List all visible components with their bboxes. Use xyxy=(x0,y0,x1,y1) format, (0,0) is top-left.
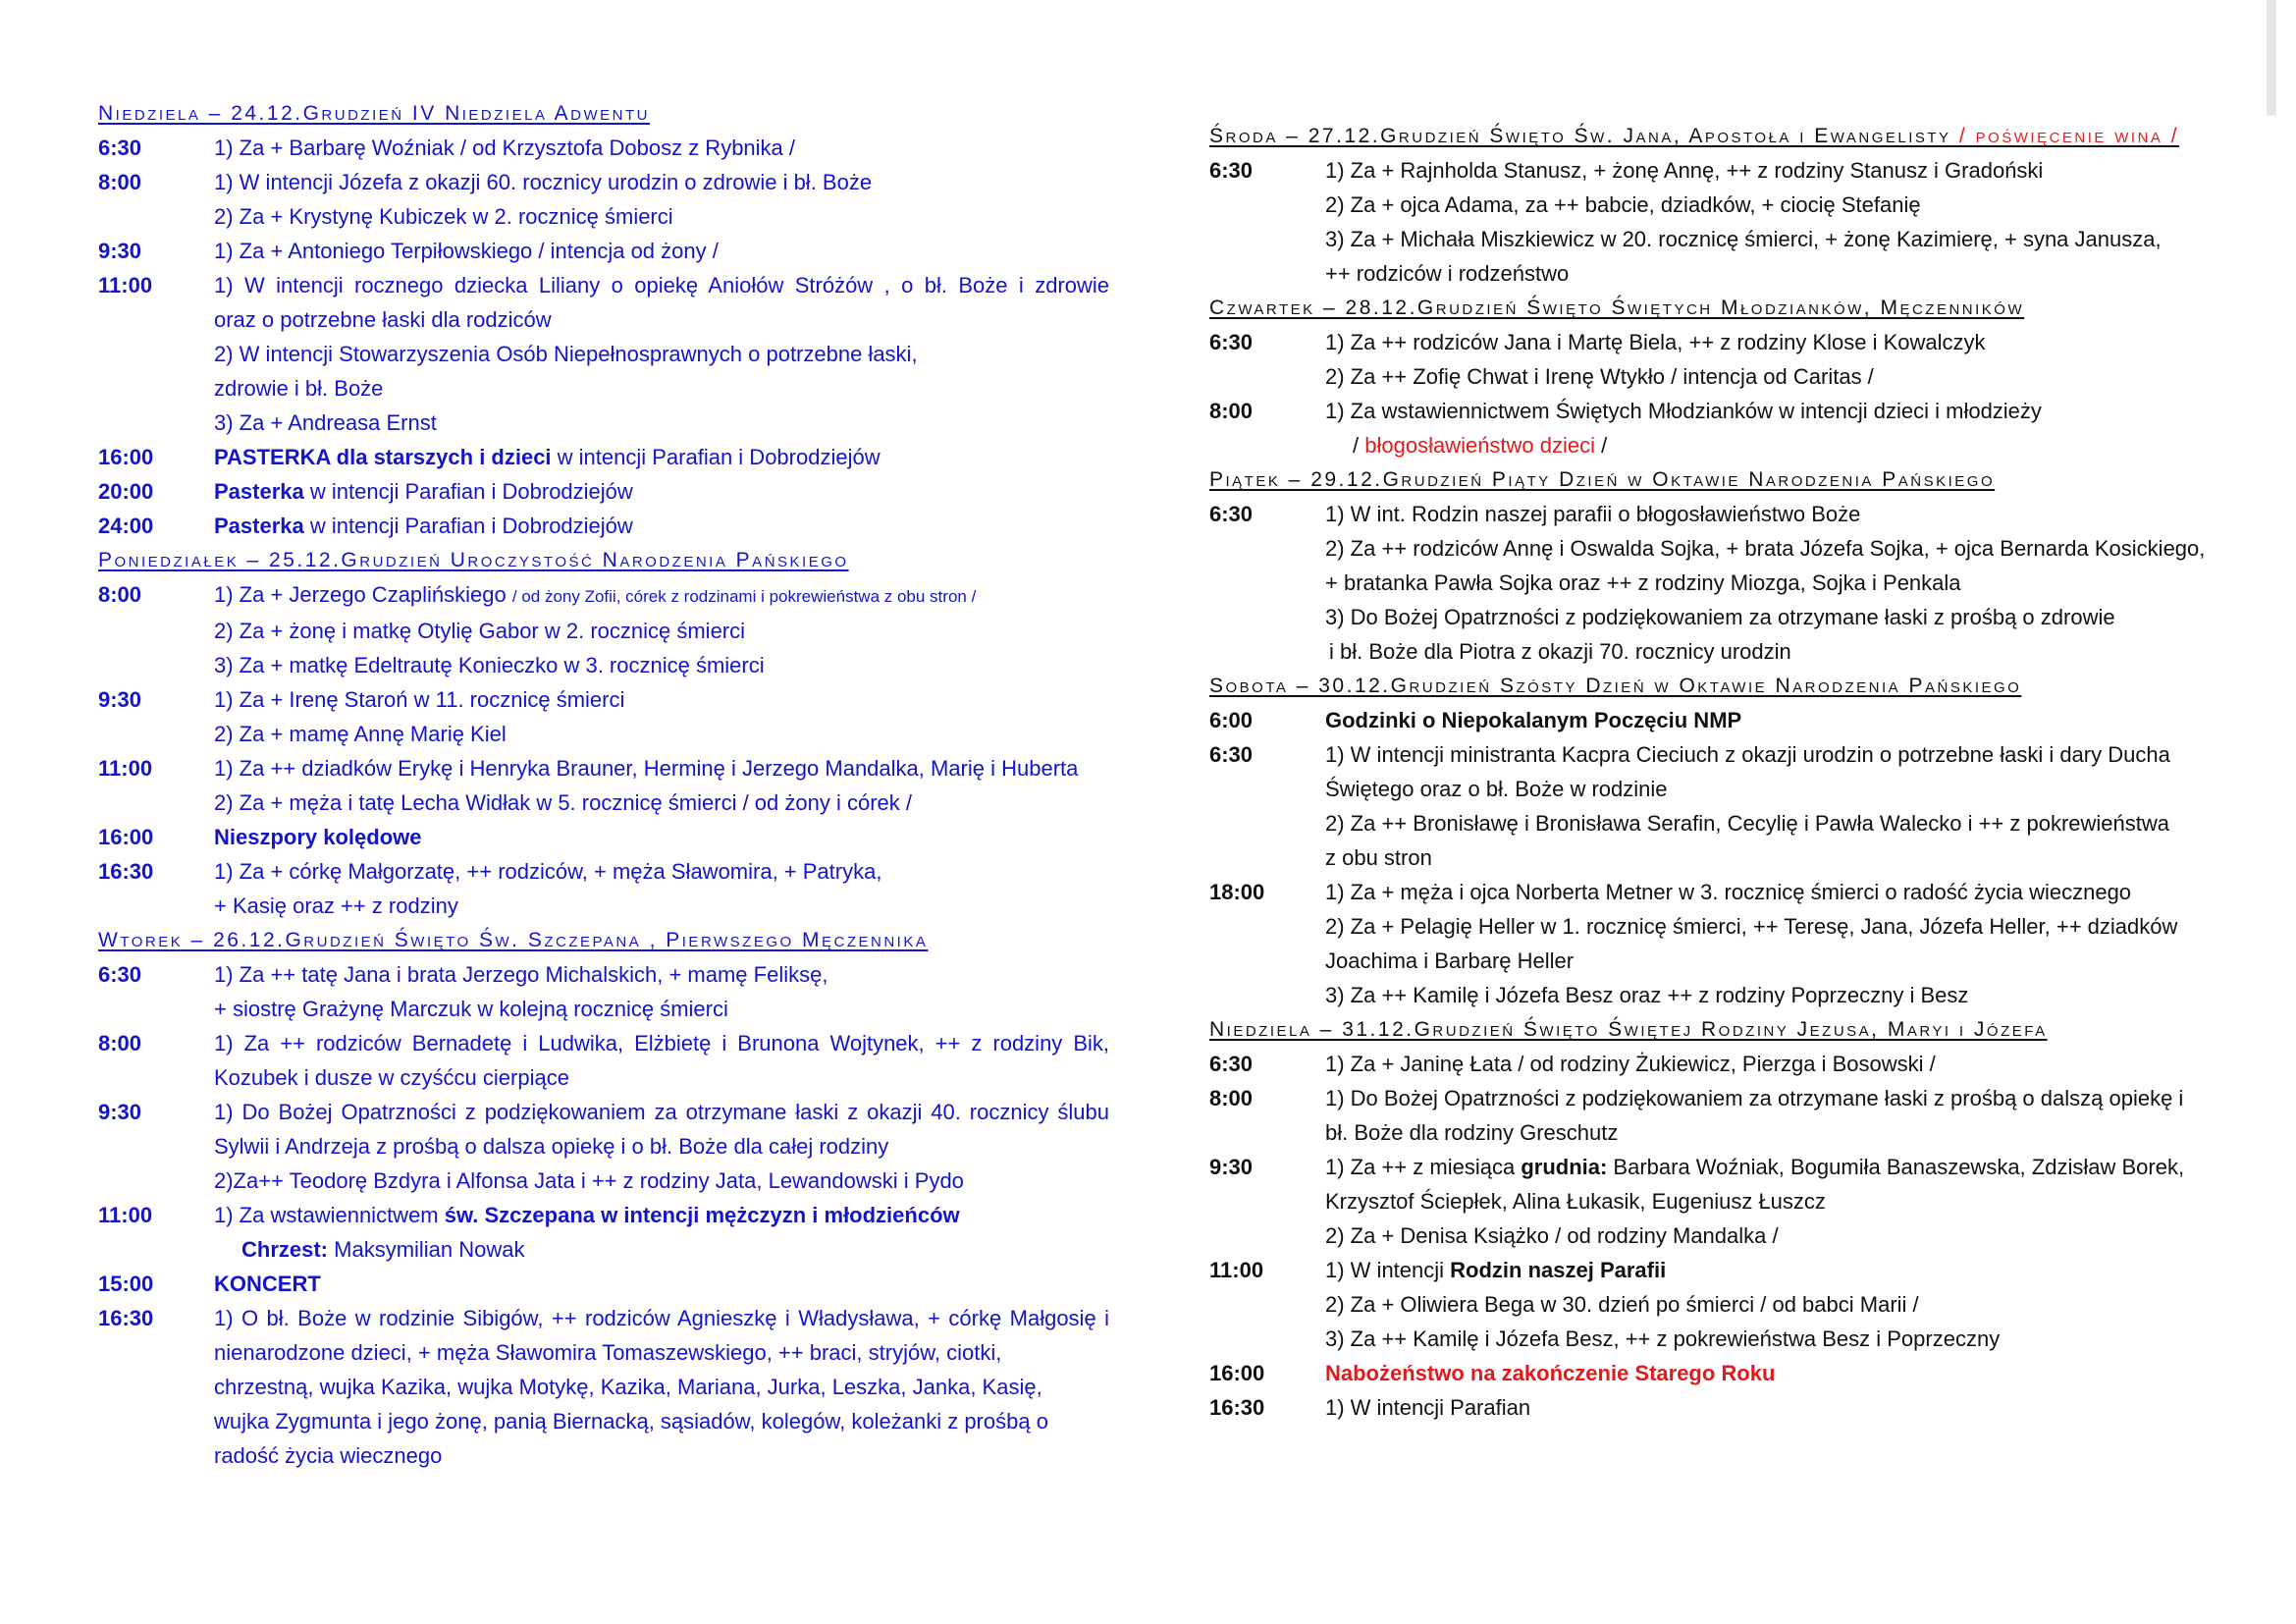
intention-line: bł. Boże dla rodziny Greschutz xyxy=(1325,1120,1619,1145)
mass-title: PASTERKA dla starszych i dzieci xyxy=(214,445,552,469)
intention-line: 2) Za + Pelagię Heller w 1. rocznicę śmierci, ++ Teresę, Jana, Józefa Heller, ++ dziadków xyxy=(1325,914,2178,939)
mass-time: 9:30 xyxy=(98,1100,142,1124)
intention-line: 1) Za ++ rodziców Bernadetę i Ludwika, Elżbietę i Brunona Wojtynek, ++ z rodziny Bik, xyxy=(214,1031,1109,1056)
mass-row xyxy=(1209,153,2240,291)
intention-line: 2) Za + mamę Annę Marię Kiel xyxy=(214,722,507,746)
intention-line: + bratanka Pawła Sojka oraz ++ z rodziny Miozga, Sojka i Penkala xyxy=(1325,570,1961,595)
day-section-2512 xyxy=(98,543,1109,923)
mass-time: 8:00 xyxy=(98,582,142,607)
day-header xyxy=(1209,119,2240,153)
intention-line: 1) Za + Janinę Łata / od rodziny Żukiewicz, Pierzga i Bosowski / xyxy=(1325,1052,1936,1076)
intention-text: w intencji Parafian i Dobrodziejów xyxy=(303,479,633,504)
mass-row xyxy=(98,1267,1109,1301)
mass-time: 11:00 xyxy=(98,273,153,298)
mass-time: 11:00 xyxy=(1209,1258,1264,1282)
intention-line: 2) Za ++ Bronisławę i Bronisława Serafin, Cecylię i Pawła Walecko i ++ z pokrewieństwa xyxy=(1325,811,2169,836)
intention-line: i bł. Boże dla Piotra z okazji 70. rocznicy urodzin xyxy=(1329,639,1791,664)
intention-line: 2) W intencji Stowarzyszenia Osób Niepełnosprawnych o potrzebne łaski, xyxy=(214,342,918,366)
mass-time: 11:00 xyxy=(98,756,153,781)
mass-time: 6:30 xyxy=(1209,502,1254,526)
intention-line: 1) O bł. Boże w rodzinie Sibigów, ++ rodziców Agnieszkę i Władysława, + córkę Małgosię i xyxy=(214,1306,1109,1330)
mass-time: 8:00 xyxy=(98,170,142,194)
mass-time: 15:00 xyxy=(98,1272,154,1296)
intention-line: 3) Za ++ Kamilę i Józefa Besz, ++ z pokrewieństwa Besz i Poprzeczny xyxy=(1325,1326,2001,1351)
day-header: Niedziela – 31.12.Grudzień Święto Świętej Rodziny Jezusa, Maryi i Józefa xyxy=(1209,1018,2048,1041)
day-section-2912 xyxy=(1209,462,2240,669)
intention-line: ++ rodziców i rodzeństwo xyxy=(1325,261,1570,286)
mass-row xyxy=(98,854,1109,923)
mass-row xyxy=(98,1026,1109,1095)
intention-text: w intencji Parafian i Dobrodziejów xyxy=(551,445,881,469)
day-header: Sobota – 30.12.Grudzień Szósty Dzień w Oktawie Narodzenia Pańskiego xyxy=(1209,675,2022,697)
mass-time: 16:30 xyxy=(1209,1395,1265,1420)
mass-time: 9:30 xyxy=(98,687,142,712)
mass-title: Nabożeństwo na zakończenie Starego Roku xyxy=(1325,1361,1776,1385)
intention-text: 1) Za ++ z miesiąca xyxy=(1325,1155,1522,1179)
mass-row xyxy=(1209,1253,2240,1356)
intention-line: 2) Za + męża i tatę Lecha Widłak w 5. rocznicę śmierci / od żony i córek / xyxy=(214,790,912,815)
mass-row xyxy=(98,474,1109,509)
mass-row xyxy=(98,957,1109,1026)
day-header: Czwartek – 28.12.Grudzień Święto Świętych Młodzianków, Męczenników xyxy=(1209,297,2025,319)
intention-line: 1) W int. Rodzin naszej parafii o błogosławieństwo Boże xyxy=(1325,502,1861,526)
mass-title: Godzinki o Niepokalanym Poczęciu NMP xyxy=(1325,708,1742,732)
mass-row xyxy=(1209,1047,2240,1081)
mass-title: Pasterka xyxy=(214,514,304,538)
intention-line: 1) Do Bożej Opatrzności z podziękowaniem za otrzymane łaski z okazji 40. rocznicy ślubu xyxy=(214,1100,1109,1124)
mass-row xyxy=(98,751,1109,820)
mass-row xyxy=(98,268,1109,440)
intention-line: 2) Za + Oliwiera Bega w 30. dzień po śmierci / od babci Marii / xyxy=(1325,1292,1919,1317)
intention-line: + Kasię oraz ++ z rodziny xyxy=(214,893,458,918)
intention-line: + siostrę Grażynę Marczuk w kolejną rocznicę śmierci xyxy=(214,997,728,1021)
mass-title: KONCERT xyxy=(214,1272,321,1296)
intention-line: zdrowie i bł. Boże xyxy=(214,376,384,401)
intention-text: w intencji Parafian i Dobrodziejów xyxy=(303,514,633,538)
mass-time: 8:00 xyxy=(98,1031,142,1056)
intention-line: 2) Za + żonę i matkę Otylię Gabor w 2. rocznicę śmierci xyxy=(214,619,746,643)
mass-row xyxy=(98,577,1109,682)
intention-text: 1) Za wstawiennictwem xyxy=(214,1203,445,1227)
intention-line: 1) W intencji rocznego dziecka Liliany o opiekę Aniołów Stróżów , o bł. Boże i zdrowie xyxy=(214,273,1109,298)
intention-line: 1) Za ++ dziadków Erykę i Henryka Brauner, Herminę i Jerzego Mandalka, Marię i Huberta xyxy=(214,756,1079,781)
mass-row xyxy=(1209,1390,2240,1425)
left-column xyxy=(98,96,1109,1473)
baptism-label: Chrzest: xyxy=(241,1237,329,1262)
day-section-2712 xyxy=(1209,119,2240,291)
intention-line: 1) Za + córkę Małgorzatę, ++ rodziców, + męża Sławomira, + Patryka, xyxy=(214,859,882,884)
mass-row xyxy=(98,1301,1109,1473)
intention-line: z obu stron xyxy=(1325,845,1432,870)
intention-line: 1) Za wstawiennictwem Świętych Młodzianków w intencji dzieci i młodzieży xyxy=(1325,399,2042,423)
blessing-suffix: / xyxy=(1595,433,1608,458)
mass-row xyxy=(98,509,1109,543)
day-section-2812 xyxy=(1209,291,2240,462)
mass-row xyxy=(98,682,1109,751)
mass-row xyxy=(1209,1356,2240,1390)
mass-row xyxy=(1209,875,2240,1012)
intention-line: 3) Do Bożej Opatrzności z podziękowaniem za otrzymane łaski z prośbą o zdrowie xyxy=(1325,605,2115,629)
mass-row xyxy=(98,131,1109,165)
intention-line: 1) Za + Rajnholda Stanusz, + żonę Annę, ++ z rodziny Stanusz i Gradoński xyxy=(1325,158,2044,183)
intention-line: 2)Za++ Teodorę Bzdyra i Alfonsa Jata i ++ z rodziny Jata, Lewandowski i Pydo xyxy=(214,1168,964,1193)
blessing-prefix: / xyxy=(1353,433,1365,458)
mass-row xyxy=(1209,325,2240,394)
baptism-name: Maksymilian Nowak xyxy=(328,1237,525,1262)
mass-time: 20:00 xyxy=(98,479,154,504)
intention-line: Krzysztof Ściepłek, Alina Łukasik, Eugeniusz Łuszcz xyxy=(1325,1189,1826,1214)
intention-line: 1) Za + Irenę Staroń w 11. rocznicę śmierci xyxy=(214,687,625,712)
intention-line: wujka Zygmunta i jego żonę, panią Biernacką, sąsiadów, kolegów, koleżanki z prośbą o xyxy=(214,1409,1048,1434)
mass-time: 6:30 xyxy=(98,962,142,987)
intention-bold: grudnia: xyxy=(1521,1155,1608,1179)
mass-row xyxy=(98,820,1109,854)
intention-line: 1) Za + Antoniego Terpiłowskiego / intencja od żony / xyxy=(214,239,719,263)
mass-row xyxy=(1209,394,2240,462)
intention-line: oraz o potrzebne łaski dla rodziców xyxy=(214,307,552,332)
intention-line: 3) Za ++ Kamilę i Józefa Besz oraz ++ z rodziny Poprzeczny i Besz xyxy=(1325,983,1969,1007)
mass-row xyxy=(98,1095,1109,1198)
intention-note: / od żony Zofii, córek z rodzinami i pokrewieństwa z obu stron / xyxy=(511,587,977,606)
intention-line: 2) Za ++ Zofię Chwat i Irenę Wtykło / intencja od Caritas / xyxy=(1325,364,1874,389)
intention-line: 1) Za ++ rodziców Jana i Martę Biela, ++ z rodziny Klose i Kowalczyk xyxy=(1325,330,1986,354)
day-header: Wtorek – 26.12.Grudzień Święto Św. Szczepana , Pierwszego Męczennika xyxy=(98,929,929,951)
mass-time: 24:00 xyxy=(98,514,154,538)
intention-line: Świętego oraz o bł. Boże w rodzinie xyxy=(1325,777,1668,801)
intention-text: Barbara Woźniak, Bogumiła Banaszewska, Zdzisław Borek, xyxy=(1607,1155,2185,1179)
intention-line: 3) Za + Michała Miszkiewicz w 20. rocznicę śmierci, + żonę Kazimierę, + syna Janusza, xyxy=(1325,227,2162,251)
intention-bold: św. Szczepana w intencji mężczyzn i młodzieńców xyxy=(444,1203,960,1227)
mass-time: 6:30 xyxy=(1209,330,1254,354)
mass-time: 8:00 xyxy=(1209,1086,1254,1110)
intention-line: nienarodzone dzieci, + męża Sławomira Tomaszewskiego, ++ braci, stryjów, ciotki, xyxy=(214,1340,1002,1365)
mass-title: Pasterka xyxy=(214,479,304,504)
day-header: Piątek – 29.12.Grudzień Piąty Dzień w Oktawie Narodzenia Pańskiego xyxy=(1209,468,1996,491)
mass-row xyxy=(98,440,1109,474)
intention-line: 3) Za + matkę Edeltrautę Konieczko w 3. rocznicę śmierci xyxy=(214,653,765,677)
mass-row xyxy=(1209,703,2240,737)
intention-line: 1) Do Bożej Opatrzności z podziękowaniem za otrzymane łaski z prośbą o dalszą opiekę i xyxy=(1325,1086,2184,1110)
intention-line: 2) Za + Krystynę Kubiczek w 2. rocznicę śmierci xyxy=(214,204,673,229)
mass-row xyxy=(1209,497,2240,669)
mass-time: 6:30 xyxy=(1209,158,1254,183)
mass-time: 16:30 xyxy=(98,859,154,884)
day-header: Niedziela – 24.12.Grudzień IV Niedziela Adwentu xyxy=(98,102,650,125)
mass-time: 18:00 xyxy=(1209,880,1265,904)
intention-text: 1) W intencji xyxy=(1325,1258,1451,1282)
intention-line: 1) W intencji Parafian xyxy=(1325,1395,1531,1420)
intention-line: 1) Za + męża i ojca Norberta Metner w 3. rocznicę śmierci o radość życia wiecznego xyxy=(1325,880,2132,904)
mass-time: 16:30 xyxy=(98,1306,154,1330)
mass-time: 6:30 xyxy=(98,135,142,160)
day-section-2612 xyxy=(98,923,1109,1473)
mass-row xyxy=(1209,737,2240,875)
intention-line: 1) Za + Barbarę Woźniak / od Krzysztofa Dobosz z Rybnika / xyxy=(214,135,796,160)
mass-row xyxy=(98,1198,1109,1267)
blessing-note: błogosławieństwo dzieci xyxy=(1364,433,1596,458)
mass-time: 11:00 xyxy=(98,1203,153,1227)
mass-time: 9:30 xyxy=(98,239,142,263)
mass-time: 6:30 xyxy=(1209,1052,1254,1076)
intention-line: 2) Za + ojca Adama, za ++ babcie, dziadków, + ciocię Stefanię xyxy=(1325,192,1921,217)
day-header-note: / poświęcenie wina / xyxy=(1950,125,2180,147)
mass-row xyxy=(1209,1081,2240,1150)
mass-time: 9:30 xyxy=(1209,1155,1254,1179)
mass-time: 6:00 xyxy=(1209,708,1254,732)
intention-line: 2) Za ++ rodziców Annę i Oswalda Sojka, + brata Józefa Sojka, + ojca Bernarda Kosickiego, xyxy=(1325,536,2206,561)
day-header: Poniedziałek – 25.12.Grudzień Uroczystość Narodzenia Pańskiego xyxy=(98,549,849,571)
intention-line: 2) Za + Denisa Książko / od rodziny Mandalka / xyxy=(1325,1223,1779,1248)
intention-line: Kozubek i dusze w czyśćcu cierpiące xyxy=(214,1065,569,1090)
mass-row xyxy=(1209,1150,2240,1253)
mass-time: 8:00 xyxy=(1209,399,1254,423)
mass-row xyxy=(98,165,1109,234)
mass-time: 16:00 xyxy=(98,825,154,849)
intention-text: 1) Za + Jerzego Czaplińskiego xyxy=(214,582,512,607)
day-section-3012 xyxy=(1209,669,2240,1012)
mass-time: 16:00 xyxy=(98,445,154,469)
scrollbar[interactable] xyxy=(2267,0,2276,116)
intention-line: 1) W intencji ministranta Kacpra Cieciuch z okazji urodzin o potrzebne łaski i dary Ducha xyxy=(1325,742,2170,767)
mass-row xyxy=(98,234,1109,268)
mass-title: Nieszpory kolędowe xyxy=(214,825,422,849)
intention-line: 3) Za + Andreasa Ernst xyxy=(214,410,437,435)
intention-line: 1) Za ++ tatę Jana i brata Jerzego Michalskich, + mamę Feliksę, xyxy=(214,962,828,987)
mass-time: 6:30 xyxy=(1209,742,1254,767)
intention-line: 1) W intencji Józefa z okazji 60. rocznicy urodzin o zdrowie i bł. Boże xyxy=(214,170,873,194)
day-header-title: Środa – 27.12.Grudzień Święto Św. Jana, Apostoła i Ewangelisty xyxy=(1209,125,1951,147)
intention-line: radość życia wiecznego xyxy=(214,1443,443,1468)
intention-line: Sylwii i Andrzeja z prośbą o dalsza opiekę i o bł. Boże dla całej rodziny xyxy=(214,1134,889,1159)
intention-line: Joachima i Barbarę Heller xyxy=(1325,948,1575,973)
day-section-3112 xyxy=(1209,1012,2240,1425)
mass-time: 16:00 xyxy=(1209,1361,1265,1385)
intention-line: chrzestną, wujka Kazika, wujka Motykę, Kazika, Mariana, Jurka, Leszka, Janka, Kasię, xyxy=(214,1375,1042,1399)
intention-bold: Rodzin naszej Parafii xyxy=(1450,1258,1667,1282)
day-section-2412 xyxy=(98,96,1109,543)
right-column xyxy=(1209,119,2240,1425)
